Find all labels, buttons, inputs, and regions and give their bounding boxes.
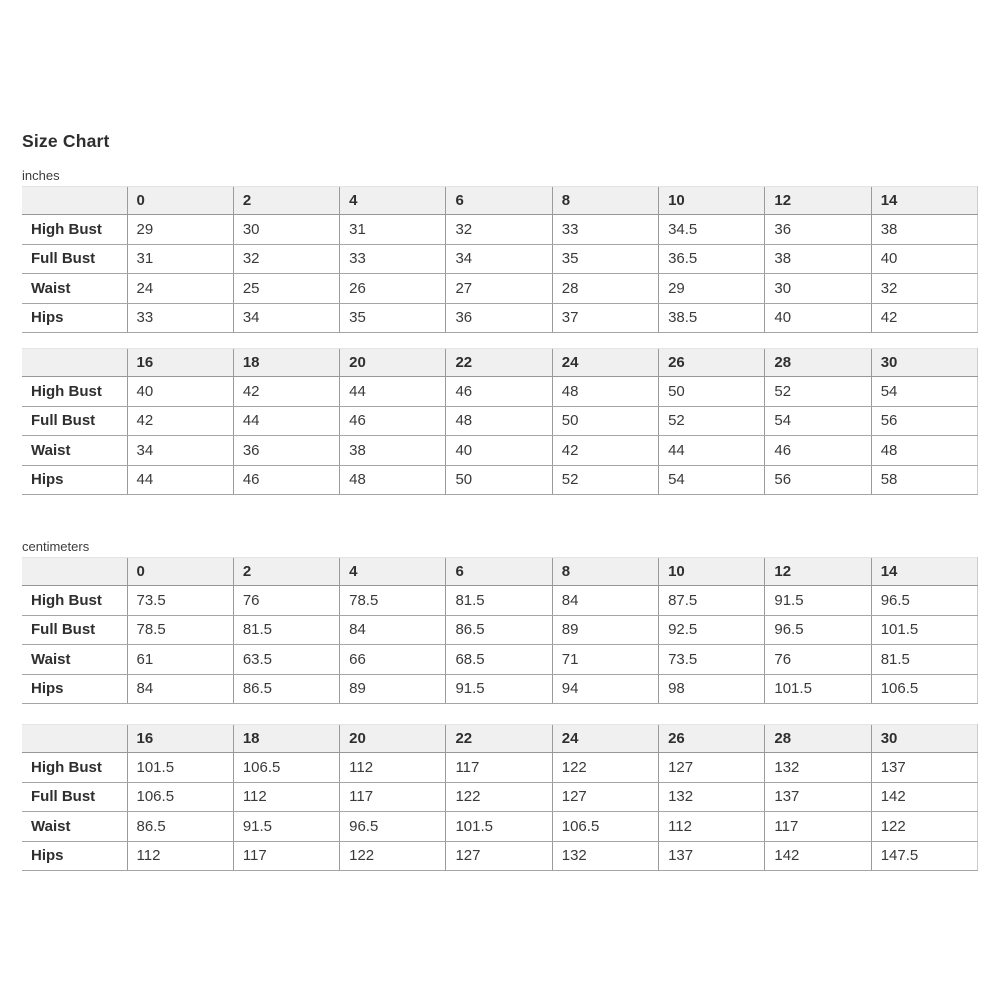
measurement-cell: 86.5 bbox=[233, 674, 339, 704]
size-header-cell: 2 bbox=[233, 558, 339, 586]
measurement-cell: 58 bbox=[871, 465, 977, 495]
size-header-cell: 18 bbox=[233, 349, 339, 377]
measurement-cell: 25 bbox=[233, 274, 339, 304]
measurement-cell: 96.5 bbox=[765, 615, 871, 645]
table-row bbox=[22, 586, 978, 616]
measurement-cell: 44 bbox=[127, 465, 233, 495]
measurement-cell: 96.5 bbox=[871, 586, 977, 616]
size-header-cell: 16 bbox=[127, 725, 233, 753]
size-table bbox=[22, 348, 978, 495]
size-header-cell: 22 bbox=[446, 725, 552, 753]
measurement-cell: 106.5 bbox=[552, 812, 658, 842]
measurement-cell: 112 bbox=[233, 782, 339, 812]
measurement-cell: 81.5 bbox=[871, 645, 977, 675]
measurement-cell: 96.5 bbox=[340, 812, 446, 842]
unit-label: centimeters bbox=[22, 539, 90, 554]
measurement-cell: 54 bbox=[659, 465, 765, 495]
size-header-row bbox=[22, 558, 978, 586]
measurement-cell: 33 bbox=[340, 244, 446, 274]
size-header-cell: 8 bbox=[552, 187, 658, 215]
measurement-cell: 101.5 bbox=[765, 674, 871, 704]
measurement-cell: 86.5 bbox=[446, 615, 552, 645]
measurement-cell: 112 bbox=[659, 812, 765, 842]
row-label-cell: Hips bbox=[22, 841, 127, 871]
measurement-cell: 29 bbox=[659, 274, 765, 304]
measurement-cell: 101.5 bbox=[127, 753, 233, 783]
measurement-cell: 44 bbox=[340, 377, 446, 407]
corner-cell bbox=[22, 349, 127, 377]
measurement-cell: 87.5 bbox=[659, 586, 765, 616]
measurement-cell: 147.5 bbox=[871, 841, 977, 871]
measurement-cell: 78.5 bbox=[340, 586, 446, 616]
table-row bbox=[22, 274, 978, 304]
size-table bbox=[22, 724, 978, 871]
size-header-cell: 8 bbox=[552, 558, 658, 586]
measurement-cell: 46 bbox=[765, 436, 871, 466]
measurement-cell: 32 bbox=[871, 274, 977, 304]
measurement-cell: 81.5 bbox=[446, 586, 552, 616]
measurement-cell: 84 bbox=[127, 674, 233, 704]
measurement-cell: 44 bbox=[233, 406, 339, 436]
size-chart-sections bbox=[22, 168, 978, 871]
size-header-cell: 30 bbox=[871, 725, 977, 753]
measurement-cell: 34.5 bbox=[659, 215, 765, 245]
measurement-cell: 127 bbox=[659, 753, 765, 783]
measurement-cell: 132 bbox=[552, 841, 658, 871]
measurement-cell: 137 bbox=[871, 753, 977, 783]
measurement-cell: 38 bbox=[340, 436, 446, 466]
measurement-cell: 46 bbox=[233, 465, 339, 495]
measurement-cell: 33 bbox=[127, 303, 233, 333]
size-header-cell: 30 bbox=[871, 349, 977, 377]
measurement-cell: 38 bbox=[871, 215, 977, 245]
measurement-cell: 54 bbox=[871, 377, 977, 407]
measurement-cell: 32 bbox=[446, 215, 552, 245]
measurement-cell: 31 bbox=[127, 244, 233, 274]
page-title: Size Chart bbox=[22, 131, 110, 151]
unit-label: inches bbox=[22, 168, 60, 183]
size-header-row bbox=[22, 349, 978, 377]
row-label-cell: Waist bbox=[22, 274, 127, 304]
measurement-cell: 112 bbox=[340, 753, 446, 783]
corner-cell bbox=[22, 558, 127, 586]
measurement-cell: 36 bbox=[446, 303, 552, 333]
measurement-cell: 52 bbox=[765, 377, 871, 407]
measurement-cell: 36.5 bbox=[659, 244, 765, 274]
size-header-cell: 12 bbox=[765, 187, 871, 215]
unit-section-centimeters bbox=[22, 539, 978, 871]
measurement-cell: 32 bbox=[233, 244, 339, 274]
measurement-cell: 132 bbox=[659, 782, 765, 812]
measurement-cell: 91.5 bbox=[446, 674, 552, 704]
row-label-cell: Hips bbox=[22, 303, 127, 333]
size-header-row bbox=[22, 187, 978, 215]
measurement-cell: 34 bbox=[446, 244, 552, 274]
table-row bbox=[22, 377, 978, 407]
measurement-cell: 142 bbox=[765, 841, 871, 871]
measurement-cell: 36 bbox=[233, 436, 339, 466]
measurement-cell: 40 bbox=[446, 436, 552, 466]
measurement-cell: 31 bbox=[340, 215, 446, 245]
measurement-cell: 98 bbox=[659, 674, 765, 704]
measurement-cell: 48 bbox=[871, 436, 977, 466]
table-row bbox=[22, 406, 978, 436]
row-label-cell: Waist bbox=[22, 645, 127, 675]
table-row bbox=[22, 615, 978, 645]
table-row bbox=[22, 782, 978, 812]
size-header-cell: 10 bbox=[659, 187, 765, 215]
measurement-cell: 42 bbox=[552, 436, 658, 466]
row-label-cell: Waist bbox=[22, 436, 127, 466]
measurement-cell: 106.5 bbox=[233, 753, 339, 783]
size-header-cell: 12 bbox=[765, 558, 871, 586]
measurement-cell: 122 bbox=[340, 841, 446, 871]
row-label-cell: Hips bbox=[22, 674, 127, 704]
measurement-cell: 84 bbox=[340, 615, 446, 645]
size-header-cell: 4 bbox=[340, 187, 446, 215]
size-header-cell: 24 bbox=[552, 725, 658, 753]
measurement-cell: 89 bbox=[552, 615, 658, 645]
measurement-cell: 35 bbox=[340, 303, 446, 333]
measurement-cell: 35 bbox=[552, 244, 658, 274]
row-label-cell: High Bust bbox=[22, 586, 127, 616]
measurement-cell: 117 bbox=[446, 753, 552, 783]
corner-cell bbox=[22, 187, 127, 215]
measurement-cell: 61 bbox=[127, 645, 233, 675]
measurement-cell: 63.5 bbox=[233, 645, 339, 675]
size-header-cell: 24 bbox=[552, 349, 658, 377]
table-row bbox=[22, 244, 978, 274]
measurement-cell: 132 bbox=[765, 753, 871, 783]
measurement-cell: 106.5 bbox=[127, 782, 233, 812]
measurement-cell: 50 bbox=[659, 377, 765, 407]
measurement-cell: 91.5 bbox=[233, 812, 339, 842]
size-header-cell: 26 bbox=[659, 349, 765, 377]
unit-section-inches bbox=[22, 168, 978, 495]
measurement-cell: 40 bbox=[127, 377, 233, 407]
measurement-cell: 40 bbox=[871, 244, 977, 274]
measurement-cell: 40 bbox=[765, 303, 871, 333]
measurement-cell: 94 bbox=[552, 674, 658, 704]
measurement-cell: 56 bbox=[871, 406, 977, 436]
measurement-cell: 76 bbox=[765, 645, 871, 675]
table-row bbox=[22, 215, 978, 245]
measurement-cell: 137 bbox=[659, 841, 765, 871]
measurement-cell: 37 bbox=[552, 303, 658, 333]
measurement-cell: 46 bbox=[446, 377, 552, 407]
table-row bbox=[22, 303, 978, 333]
measurement-cell: 73.5 bbox=[659, 645, 765, 675]
measurement-cell: 42 bbox=[127, 406, 233, 436]
measurement-cell: 106.5 bbox=[871, 674, 977, 704]
size-header-cell: 14 bbox=[871, 558, 977, 586]
row-label-cell: Full Bust bbox=[22, 615, 127, 645]
size-header-cell: 20 bbox=[340, 349, 446, 377]
measurement-cell: 44 bbox=[659, 436, 765, 466]
measurement-cell: 122 bbox=[871, 812, 977, 842]
size-header-cell: 0 bbox=[127, 558, 233, 586]
size-header-cell: 4 bbox=[340, 558, 446, 586]
measurement-cell: 91.5 bbox=[765, 586, 871, 616]
measurement-cell: 46 bbox=[340, 406, 446, 436]
corner-cell bbox=[22, 725, 127, 753]
measurement-cell: 38 bbox=[765, 244, 871, 274]
measurement-cell: 84 bbox=[552, 586, 658, 616]
measurement-cell: 48 bbox=[552, 377, 658, 407]
measurement-cell: 122 bbox=[446, 782, 552, 812]
row-label-cell: Full Bust bbox=[22, 406, 127, 436]
measurement-cell: 48 bbox=[340, 465, 446, 495]
measurement-cell: 112 bbox=[127, 841, 233, 871]
size-header-cell: 10 bbox=[659, 558, 765, 586]
table-row bbox=[22, 436, 978, 466]
measurement-cell: 33 bbox=[552, 215, 658, 245]
size-header-cell: 6 bbox=[446, 558, 552, 586]
measurement-cell: 73.5 bbox=[127, 586, 233, 616]
measurement-cell: 52 bbox=[659, 406, 765, 436]
measurement-cell: 52 bbox=[552, 465, 658, 495]
measurement-cell: 76 bbox=[233, 586, 339, 616]
size-header-cell: 22 bbox=[446, 349, 552, 377]
size-header-cell: 0 bbox=[127, 187, 233, 215]
measurement-cell: 68.5 bbox=[446, 645, 552, 675]
measurement-cell: 42 bbox=[871, 303, 977, 333]
measurement-cell: 50 bbox=[446, 465, 552, 495]
measurement-cell: 28 bbox=[552, 274, 658, 304]
table-row bbox=[22, 674, 978, 704]
row-label-cell: High Bust bbox=[22, 377, 127, 407]
table-row bbox=[22, 465, 978, 495]
size-table bbox=[22, 557, 978, 704]
row-label-cell: Full Bust bbox=[22, 244, 127, 274]
measurement-cell: 50 bbox=[552, 406, 658, 436]
row-label-cell: Hips bbox=[22, 465, 127, 495]
measurement-cell: 24 bbox=[127, 274, 233, 304]
measurement-cell: 122 bbox=[552, 753, 658, 783]
measurement-cell: 30 bbox=[765, 274, 871, 304]
size-header-cell: 28 bbox=[765, 349, 871, 377]
size-header-cell: 28 bbox=[765, 725, 871, 753]
measurement-cell: 101.5 bbox=[871, 615, 977, 645]
measurement-cell: 117 bbox=[233, 841, 339, 871]
size-header-cell: 2 bbox=[233, 187, 339, 215]
measurement-cell: 26 bbox=[340, 274, 446, 304]
measurement-cell: 127 bbox=[446, 841, 552, 871]
measurement-cell: 27 bbox=[446, 274, 552, 304]
measurement-cell: 34 bbox=[233, 303, 339, 333]
measurement-cell: 34 bbox=[127, 436, 233, 466]
measurement-cell: 127 bbox=[552, 782, 658, 812]
measurement-cell: 117 bbox=[340, 782, 446, 812]
table-row bbox=[22, 812, 978, 842]
measurement-cell: 101.5 bbox=[446, 812, 552, 842]
measurement-cell: 66 bbox=[340, 645, 446, 675]
measurement-cell: 92.5 bbox=[659, 615, 765, 645]
row-label-cell: Full Bust bbox=[22, 782, 127, 812]
table-row bbox=[22, 645, 978, 675]
size-header-cell: 6 bbox=[446, 187, 552, 215]
table-row bbox=[22, 753, 978, 783]
measurement-cell: 56 bbox=[765, 465, 871, 495]
measurement-cell: 54 bbox=[765, 406, 871, 436]
row-label-cell: High Bust bbox=[22, 215, 127, 245]
measurement-cell: 117 bbox=[765, 812, 871, 842]
measurement-cell: 137 bbox=[765, 782, 871, 812]
size-table bbox=[22, 186, 978, 333]
size-header-cell: 20 bbox=[340, 725, 446, 753]
size-header-cell: 26 bbox=[659, 725, 765, 753]
table-row bbox=[22, 841, 978, 871]
row-label-cell: Waist bbox=[22, 812, 127, 842]
measurement-cell: 78.5 bbox=[127, 615, 233, 645]
row-label-cell: High Bust bbox=[22, 753, 127, 783]
size-header-row bbox=[22, 725, 978, 753]
measurement-cell: 42 bbox=[233, 377, 339, 407]
measurement-cell: 81.5 bbox=[233, 615, 339, 645]
size-header-cell: 16 bbox=[127, 349, 233, 377]
measurement-cell: 86.5 bbox=[127, 812, 233, 842]
size-header-cell: 18 bbox=[233, 725, 339, 753]
measurement-cell: 142 bbox=[871, 782, 977, 812]
size-header-cell: 14 bbox=[871, 187, 977, 215]
measurement-cell: 89 bbox=[340, 674, 446, 704]
measurement-cell: 29 bbox=[127, 215, 233, 245]
measurement-cell: 30 bbox=[233, 215, 339, 245]
measurement-cell: 71 bbox=[552, 645, 658, 675]
measurement-cell: 36 bbox=[765, 215, 871, 245]
measurement-cell: 48 bbox=[446, 406, 552, 436]
measurement-cell: 38.5 bbox=[659, 303, 765, 333]
